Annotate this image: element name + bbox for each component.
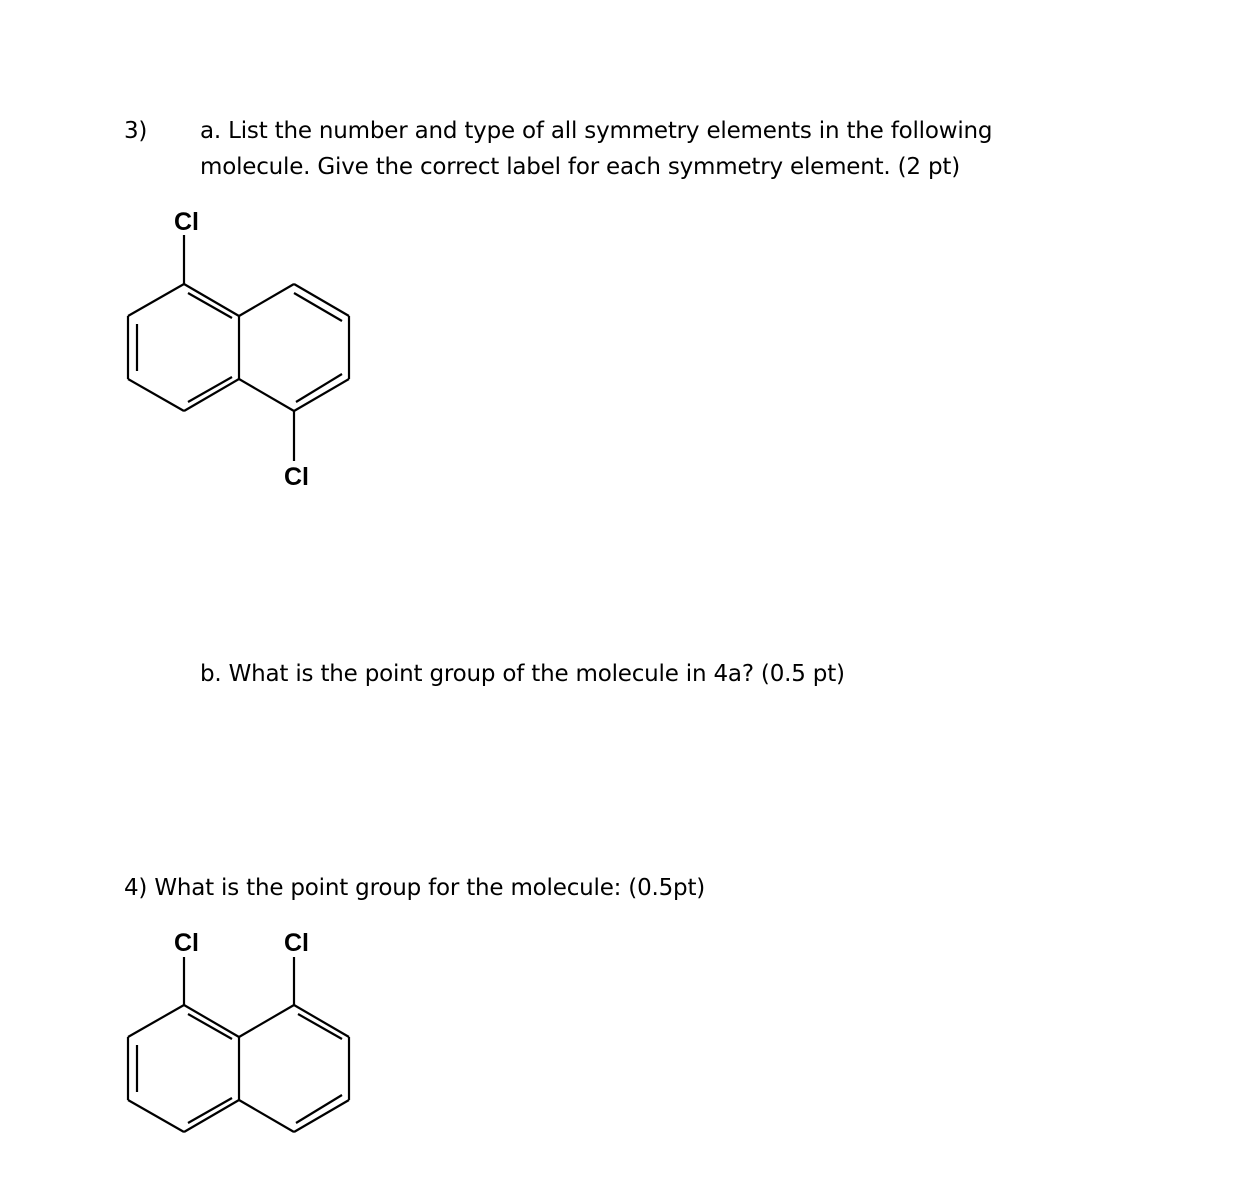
molecule-4-cl-right: Cl bbox=[284, 929, 309, 957]
question-3-number: 3) bbox=[124, 118, 148, 144]
question-3b-text: b. What is the point group of the molecule in 4a? (0.5 pt) bbox=[200, 661, 845, 687]
question-3a-text-line-1: a. List the number and type of all symmetry elements in the following bbox=[200, 118, 993, 144]
question-4-text: 4) What is the point group for the molecule: (0.5pt) bbox=[124, 875, 706, 901]
molecule-3a-structure bbox=[110, 200, 370, 490]
molecule-3a-cl-bottom: Cl bbox=[284, 463, 309, 491]
molecule-3a-cl-top: Cl bbox=[174, 208, 199, 236]
molecule-4-structure bbox=[110, 925, 370, 1155]
molecule-4-cl-left: Cl bbox=[174, 929, 199, 957]
question-3a-text-line-2: molecule. Give the correct label for each symmetry element. (2 pt) bbox=[200, 154, 960, 180]
